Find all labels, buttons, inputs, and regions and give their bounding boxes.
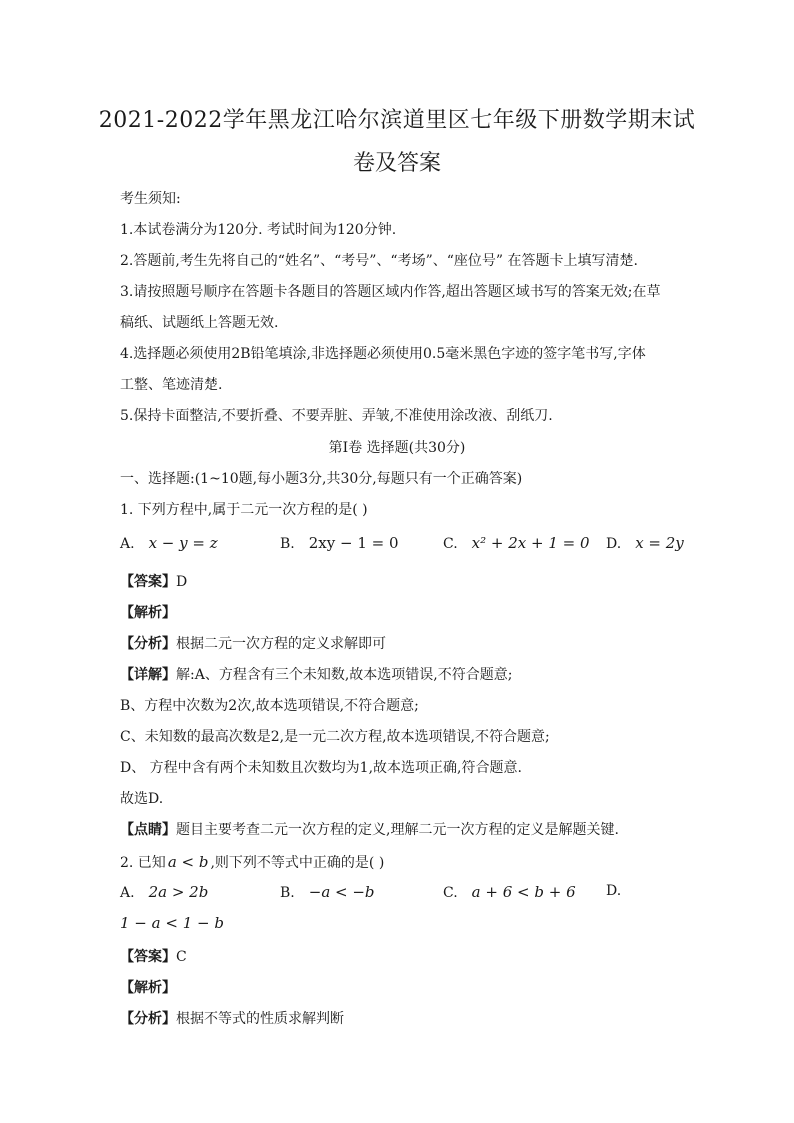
option-label: C. [443, 885, 458, 901]
option-label: D. [606, 883, 622, 899]
question-2-stem [120, 852, 384, 872]
detail-label: 【详解】 [120, 667, 176, 683]
stem-formula: a < b [167, 853, 209, 871]
q2-option-d-formula [120, 914, 224, 932]
q2-option-d [606, 883, 621, 899]
q2-answer [120, 946, 187, 966]
fenxi-label: 【分析】 [120, 636, 176, 652]
q1-option-b [280, 534, 399, 552]
option-formula: x² + 2x + 1 = 0 [471, 534, 590, 552]
q1-answer [120, 571, 187, 591]
notice-item: 3.请按照题号顺序在答题卡各题目的答题区域内作答,超出答题区域书写的答案无效;在草 [120, 284, 661, 300]
question-1-stem: 1. 下列方程中,属于二元一次方程的是( ) [120, 502, 368, 518]
q1-dianjing [120, 819, 619, 839]
stem-suffix: ,则下列不等式中正确的是( ) [210, 855, 385, 871]
option-formula: 1 − a < 1 − b [120, 914, 224, 932]
notice-item: 5.保持卡面整洁,不要折叠、不要弄脏、弄皱,不准使用涂改液、刮纸刀. [120, 408, 553, 424]
document-title: 2021-2022学年黑龙江哈尔滨道里区七年级下册数学期末试 [98, 108, 696, 133]
q1-detail-line: 故选D. [120, 791, 164, 807]
option-label: C. [443, 536, 458, 552]
notice-item: 1.本试卷满分为120分. 考试时间为120分钟. [120, 222, 397, 238]
dianjing-label: 【点睛】 [120, 822, 176, 838]
option-formula: 2xy − 1 = 0 [308, 534, 399, 552]
fenxi-label: 【分析】 [120, 1011, 176, 1027]
option-formula: 2a > 2b [148, 883, 209, 901]
q1-detail-line: C、未知数的最高次数是2,是一元二次方程,故本选项错误,不符合题意; [120, 729, 550, 745]
q1-detail-line: D、 方程中含有两个未知数且次数均为1,故本选项正确,符合题意. [120, 760, 522, 776]
detail-text: 解:A、方程含有三个未知数,故本选项错误,不符合题意; [176, 667, 513, 683]
q1-option-d [606, 534, 684, 552]
document-title-continued: 卷及答案 [352, 151, 441, 176]
option-label: B. [280, 536, 295, 552]
q1-option-a [120, 534, 218, 552]
q1-option-c [443, 534, 590, 552]
q1-analysis-label: 【解析】 [120, 605, 176, 621]
option-formula: x − y = z [148, 534, 218, 552]
q1-fenxi [120, 633, 386, 653]
option-label: A. [120, 536, 135, 552]
option-formula: −a < −b [308, 883, 375, 901]
notice-item: 稿纸、试题纸上答题无效. [120, 315, 279, 331]
fenxi-text: 根据二元一次方程的定义求解即可 [176, 636, 386, 652]
answer-value: C [176, 949, 187, 965]
option-label: A. [120, 885, 135, 901]
q2-option-a [120, 883, 208, 901]
section-title: 第Ⅰ卷 选择题(共30分) [328, 440, 466, 456]
dianjing-text: 题目主要考查二元一次方程的定义,理解二元一次方程的定义是解题关键. [176, 822, 619, 838]
option-label: D. [606, 536, 622, 552]
answer-value: D [176, 574, 188, 590]
answer-label: 【答案】 [120, 949, 176, 965]
q2-fenxi [120, 1008, 344, 1028]
option-formula: a + 6 < b + 6 [471, 883, 576, 901]
notice-item: 4.选择题必须使用2B铅笔填涂,非选择题必须使用0.5毫米黑色字迹的签字笔书写,字体 [120, 346, 646, 362]
notice-item: 2.答题前,考生先将自己的“姓名”、“考号”、“考场”、“座位号” 在答题卡上填写清楚. [120, 253, 638, 269]
option-formula: x = 2y [635, 534, 684, 552]
q2-option-c [443, 883, 576, 901]
q2-analysis-label: 【解析】 [120, 980, 176, 996]
q1-detail [120, 664, 512, 684]
answer-label: 【答案】 [120, 574, 176, 590]
notice-heading: 考生须知: [120, 191, 181, 207]
section-instruction: 一、选择题:(1~10题,每小题3分,共30分,每题只有一个正确答案) [120, 471, 523, 487]
option-label: B. [280, 885, 295, 901]
q1-detail-line: B、方程中次数为2次,故本选项错误,不符合题意; [120, 698, 419, 714]
q2-option-b [280, 883, 375, 901]
notice-item: 工整、笔迹清楚. [120, 377, 223, 393]
stem-prefix: 2. 已知 [120, 855, 166, 871]
fenxi-text: 根据不等式的性质求解判断 [176, 1011, 344, 1027]
